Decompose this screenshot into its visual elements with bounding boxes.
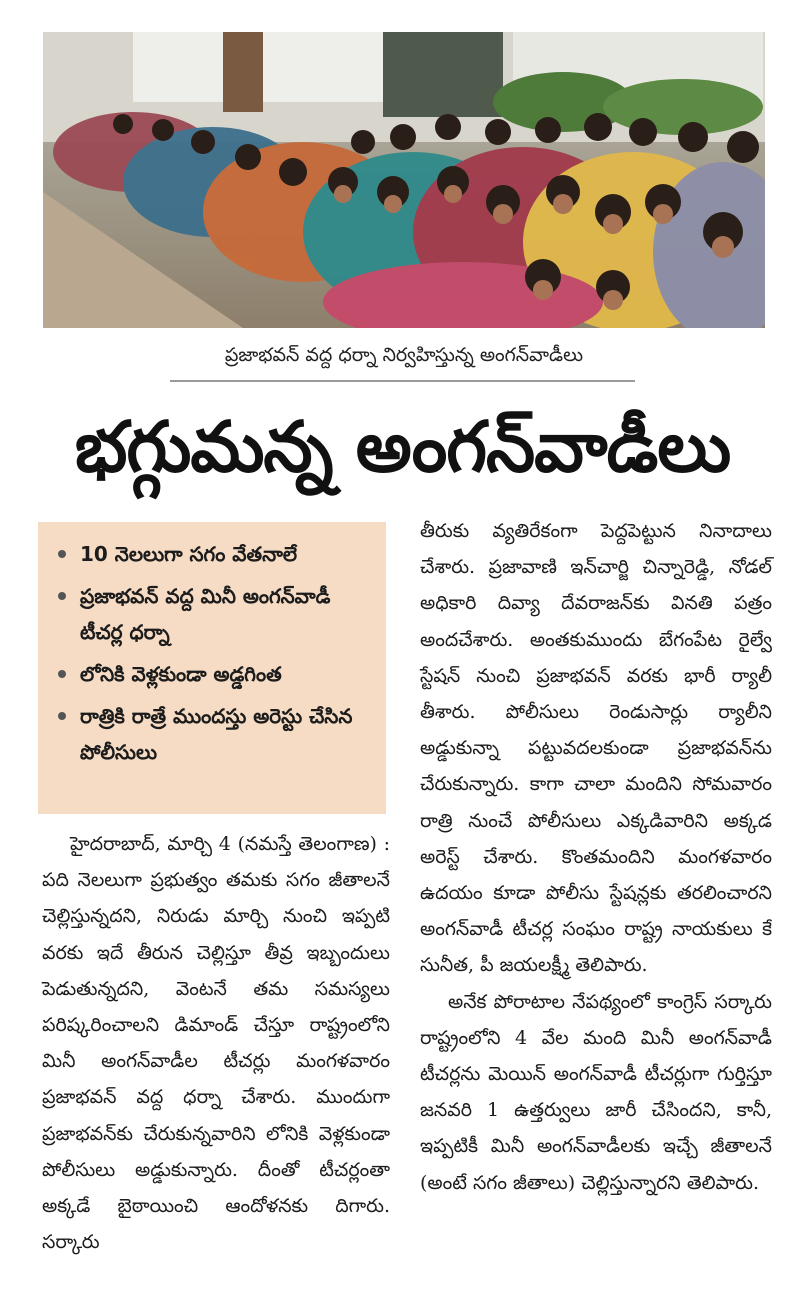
photo-caption: ప్రజాభవన్ వద్ద ధర్నా నిర్వహిస్తున్న అంగన్‌వాడీలు [224,344,584,366]
highlight-text: ప్రజాభవన్ వద్ద మినీ అంగన్‌వాడీ టీచర్ల ధర్నా [80,584,331,644]
highlights-box [38,522,386,814]
highlight-item [58,698,372,770]
article-paragraph: అనేక పోరాటాల నేపథ్యంలో కాంగ్రెస్ సర్కారు రాష్ట్రంలోని 4 వేల మంది మినీ అంగన్‌వాడీ టీచర్లను మెయిన్ అంగన్‌వాడీ టీచర్లుగా గుర్తిస్తూ జనవరి 1 ఉత్తర్వులు జారీ చేసిందని, కానీ, ఇప్పటికీ మినీ అంగన్‌వాడీలకు ఇచ్చే జీతాలనే (అంటే సగం జీతాలు) చెల్లిస్తున్నారని తెలిపారు. [420,990,772,1194]
highlight-text: రాత్రికి రాత్రే ముందస్తు అరెస్టు చేసిన పోలీసులు [80,704,353,764]
highlight-text: 10 నెలలుగా సగం వేతనాలే [80,542,298,566]
article-paragraph: తీరుకు వ్యతిరేకంగా పెద్దపెట్టున నినాదాలు చేశారు. ప్రజావాణి ఇన్‌చార్జి చిన్నారెడ్డి, నోడల్ అధికారి దివ్యా దేవరాజన్‌కు వినతి పత్రం అందచేశారు. అంతకుముందు బేగంపేట రైల్వే స్టేషన్ నుంచి ప్రజాభవన్ వరకు భారీ ర్యాలీ తీశారు. పోలీసులు రెండుసార్లు ర్యాలీని అడ్డుకున్నా పట్టువదలకుండా ప్రజాభవన్‌ను చేరుకున్నారు. కాగా చాలా మందిని సోమవారం రాత్రి నుంచే పోలీసులు ఎక్కడివారిని అక్కడ అరెస్ట్ చేశారు. కొంతమందిని మంగళవారం ఉదయం కూడా పోలీసు స్టేషన్లకు తరలించారని అంగన్‌వాడీ టీచర్ల సంఘం రాష్ట్ర నాయకులు కే సునీత, పీ జయలక్ష్మీ తెలిపారు. [420,520,772,977]
bullet-icon [58,712,66,720]
highlight-item [58,578,372,650]
highlight-item [58,656,372,692]
highlight-item [58,536,372,572]
protest-photo [43,32,765,328]
article-column-left [42,826,390,1260]
article-paragraph: హైదరాబాద్, మార్చి 4 (నమస్తే తెలంగాణ) : పది నెలలుగా ప్రభుత్వం తమకు సగం జీతాలనే చెల్లిస్తున్నదని, నిరుడు మార్చి నుంచి ఇప్పటి వరకు ఇదే తీరున చెల్లిస్తూ తీవ్ర ఇబ్బందులు పెడుతున్నదని, వెంటనే తమ సమస్యలు పరిష్కరించాలని డిమాండ్ చేస్తూ రాష్ట్రంలోని మినీ అంగన్‌వాడీల టీచర్లు మంగళవారం ప్రజాభవన్ వద్ద ధర్నా చేశారు. ముందుగా ప్రజాభవన్‌కు చేరుకున్నవారిని లోనికి వెళ్లకుండా పోలీసులు అడ్డుకున్నారు. దీంతో టీచర్లంతా అక్కడే బైఠాయించి ఆందోళనకు దిగారు. సర్కారు [42,833,390,1254]
headline: భగ్గుమన్న అంగన్‌వాడీలు [74,406,731,488]
bullet-icon [58,670,66,678]
caption-divider [170,380,635,382]
article-column-right [420,513,772,1201]
photo-illustration [43,32,765,328]
bullet-icon [58,592,66,600]
bullet-icon [58,550,66,558]
highlight-text: లోనికి వెళ్లకుండా అడ్డగింత [80,662,282,686]
